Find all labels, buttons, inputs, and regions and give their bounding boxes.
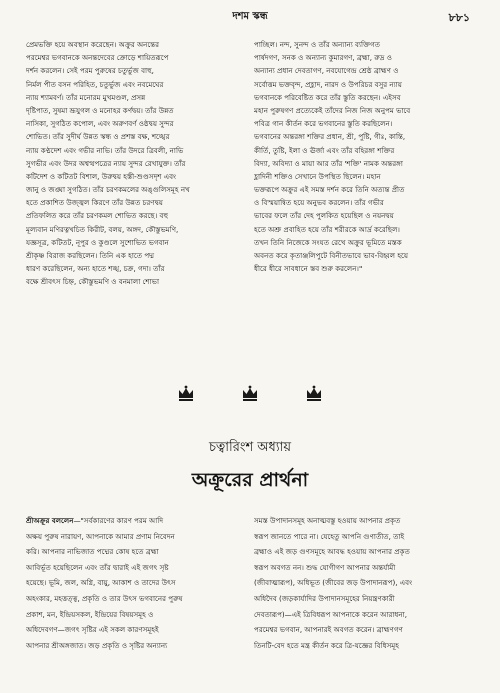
opening-line-text: —"সর্বকারণের কারণ পরম আদি <box>73 516 164 525</box>
text-line: জানু ও জঙ্ঘা সুগঠিত। তাঁর চরণকমলের অঙ্গুলিসমূহ নখ <box>26 185 190 195</box>
text-line: ভগবানকে পরিবেষ্টিত করে তাঁর স্তুতি করছেন। এইসব <box>254 92 401 102</box>
text-line: কটিদেশ ও কটিতট বিশাল, উরুদ্বয় হস্তী-শুণ্ডসদৃশ এবং <box>26 171 177 181</box>
crown-ornament-icon <box>176 385 196 403</box>
text-line: পাচ্ছিল। নন্দ, সুনন্দ ও তাঁর অন্যান্য ব্যক্তিগত <box>254 40 380 49</box>
text-line: সর্বোত্তম ভক্তবৃন্দ, প্রহ্লাদ, নারদ ও উপরিচর বসুর ন্যায় <box>254 79 402 89</box>
section1-left-column <box>26 38 250 289</box>
text-line: ও বিস্ময়ান্বিত হয়ে অনুভব করলেন। তাঁর গভীর <box>254 198 384 208</box>
text-line: প্রকাশ, মন, ইন্দ্রিয়সকল, ইন্দ্রিয়ের বিষয়সমূহ ও <box>26 609 154 619</box>
text-line: অক্ষয় পুরুষ নারায়ণ, আপনাকে আমার প্রণাম নিবেদন <box>26 531 175 541</box>
text-line: হতে প্রকাশিত উজ্জ্বল কিরণে তাঁর উন্নত চরণদ্বয় <box>26 198 163 208</box>
text-line: পার্ষদগণ, সনক ও অন্যান্য কুমারগণ, ব্রহ্মা, রুদ্র ও <box>254 53 392 63</box>
text-line: পরমেশ্বর ভগবানকে অনন্তদেবের ক্রোড়ে শায়িতরূপে <box>26 53 169 63</box>
text-line: সমস্ত উপাদানসমূহ অনাত্মবস্তু হওয়ায় আপনার প্রকৃত <box>254 516 401 525</box>
text-line: পবিত্র গান কীর্তন করে ভগবানের স্তুতি করছিলেন। <box>254 119 393 129</box>
section1-right-column <box>254 38 482 275</box>
text-line: হতে অশ্রু প্রবাহিত হয়ে তাঁর শরীরকে আর্দ্র করেছিল। <box>254 224 400 234</box>
text-line: কীর্তি, তুষ্টি, ইলা ও ঊর্জা এবং তাঁর বহিরঙ্গা শক্তির <box>254 145 395 155</box>
text-line: ধীরে ধীরে সাবধানে স্তব শুরু করলেন।" <box>254 264 363 274</box>
text-line: শোভিত। তাঁর সুদীর্ঘ উন্নত স্কন্ধ ও প্রশস্ত বক্ষ, শঙ্খের <box>26 132 170 142</box>
text-line: যজ্ঞসূত্র, কটিতট, নূপুর ও কুণ্ডলে সুশোভিত ভগবান <box>26 237 169 247</box>
text-line: আবির্ভূত হয়েছিলেন এবং তাঁর দ্বারাই এই জগৎ সৃষ্ট <box>26 562 169 572</box>
text-line: ব্রহ্মাও এই জড় গুণসমূহে আবদ্ধ হওয়ায় আপনার প্রকৃত <box>254 547 410 557</box>
text-line: দেবতারূপ)—এই ত্রিবিধরূপ আপনাকে করেন আরাধনা, <box>254 609 407 619</box>
text-line: (জীবাত্মারূপ), অধিভূত (জীবের জড় উপাদানরূপ), এবং <box>254 578 413 588</box>
text-line: ন্যায় শ্যামবর্ণ। তাঁর মনোরম মুখমণ্ডল, প্রসন্ন <box>26 92 146 102</box>
running-head <box>0 9 500 25</box>
section2-left-column <box>26 513 252 653</box>
chapter-number: চত্বারিংশ অধ্যায় <box>208 440 292 455</box>
text-line: তিনটি-বেদ হতে মন্ত্র কীর্তন করে ত্রি-যজ্ঞের বিধিসমূহ <box>254 640 399 650</box>
text-line: শ্রীকৃষ্ণ বিরাজ করছিলেন। তিনি এক হাতে পদ্ম <box>26 251 155 260</box>
text-line: সুগভীর এবং উদর অশ্বত্থপত্রের ন্যায় সুন্দর রেখাযুক্ত। তাঁর <box>26 158 186 168</box>
text-line: অবনত করে কৃতাঞ্জলিপুটে বিনীতভাবে ভাব-বিহ্বল হয়ে <box>254 251 409 260</box>
opening-line <box>26 513 252 529</box>
text-line: নাসিকা, সুগঠিত কপোল, এবং অরুণবর্ণ ওষ্ঠদ্বয় সুন্দর <box>26 119 174 129</box>
speaker-label: শ্রীঅক্রূর বললেন <box>26 516 74 525</box>
page-number: ৮৮১ <box>448 11 470 24</box>
text-line: করি। আপনার নাভিজাত পদ্মের কোষ হতে ব্রহ্মা <box>26 547 159 557</box>
text-line: প্রেমভক্তি হয়ে অবস্থান করেছেন। অক্রুর অনন্তের <box>26 40 160 49</box>
text-line: তখন তিনি নিজেকে সংযত রেখে অক্রুর ভূমিতে মস্তক <box>254 237 402 247</box>
text-line: দর্শন করলেন। সেই পরম পুরুষের চতুর্ভুজ বাহু, <box>26 66 154 76</box>
text-line: প্রতিফলিত করে তাঁর চরণকমল শোভিত করছে। বহু <box>26 211 169 221</box>
text-line: মহান পুরুষগণ প্রত্যেকেই তাঁদের নিজ নিজ অনুপম ভাবে <box>254 105 411 115</box>
running-title: দশম স্কন্ধ <box>232 11 268 22</box>
text-line: ভগবানের অন্তরঙ্গা শক্তির প্রধান, শ্রী, পুষ্টি, গীঃ, কান্তি, <box>254 132 406 142</box>
text-line: অহংকার, মহত্তত্ত্ব, প্রকৃতি ও তার উৎস ভগবানের পুরুষ <box>26 593 183 603</box>
text-line: দৃষ্টিপাত, সুষমা ভ্রূযুগল ও মনোহর কর্ণদ্বয়। তাঁর উন্নত <box>26 105 174 115</box>
text-line: স্বরূপ জানতে পারে না। যেহেতু আপনি গুণাতীত, তাই <box>254 531 405 541</box>
crown-ornament-icon <box>240 385 260 403</box>
section-divider-ornaments <box>0 385 500 407</box>
text-line: বক্ষে শ্রীবৎস চিহ্ন, কৌস্তুভমণি ও বনমালা শোভা <box>26 277 160 287</box>
text-line: ন্যায় কণ্ঠদেশ এবং গভীর নাভি। তাঁর উদরে ত্রিবলী, নাভি <box>26 145 184 155</box>
chapter-title: অক্রূরের প্রার্থনা <box>191 469 309 491</box>
text-line: পরমেশ্বর ভগবান, আপনারই অবগত করেন। ব্রাহ্মণগণ <box>254 625 403 635</box>
section2-right-column <box>254 513 482 653</box>
text-line: মূল্যবান মণিরত্নখচিত কিরীট, বলয়, অঙ্গদ, কৌস্তুভমণি, <box>26 224 179 234</box>
section2-left-lines <box>26 529 252 654</box>
text-line: হয়েছে। ভূমি, জল, অগ্নি, বায়ু, আকাশ ও তাদের উৎস <box>26 578 176 588</box>
text-line: অধিদেবগণ—জগৎ সৃষ্টির এই সকল কারণসমূহই <box>26 625 159 635</box>
text-line: হ্লাদিনী শক্তিও সেখানে উপস্থিত ছিলেন। মহান <box>254 171 381 181</box>
text-line: আপনার শ্রীঅঙ্গজাত। জড় প্রকৃতি ও সৃষ্টির অন্যান্য <box>26 640 168 650</box>
text-line: নির্মল পীত বসন পরিহিত, চতুর্ভুজ এবং নবমেঘের <box>26 79 164 89</box>
text-line: ভাবের ফলে তাঁর দেহ পুলকিত হয়েছিল ও নয়নদ্বয় <box>254 211 394 221</box>
text-line: অধিদৈব (জড়কার্যাদির উপাদানসমূহের নিয়ন্ত্রণকারী <box>254 593 395 603</box>
crown-ornament-icon <box>304 385 324 403</box>
text-line: বিদ্যা, অবিদ্যা ও মায়া আর তাঁর 'শক্তি' নামক অন্তরঙ্গা <box>254 158 403 168</box>
text-line: ভক্তরূপে অক্রুর এই সমস্ত দর্শন করে তিনি অত্যন্ত প্রীত <box>254 185 405 195</box>
text-line: ধারণ করেছিলেন, অন্য হাতে শঙ্খ, চক্র, গদা। তাঁর <box>26 264 165 274</box>
text-line: অন্যান্য প্রধান দেবতাগণ, নবযোগেন্দ্র শ্রেষ্ঠ ব্রাহ্মণ ও <box>254 66 399 76</box>
text-line: স্বরূপ অবগত নন। শুদ্ধ যোগীগণ আপনার অন্তর্যামী <box>254 562 396 572</box>
